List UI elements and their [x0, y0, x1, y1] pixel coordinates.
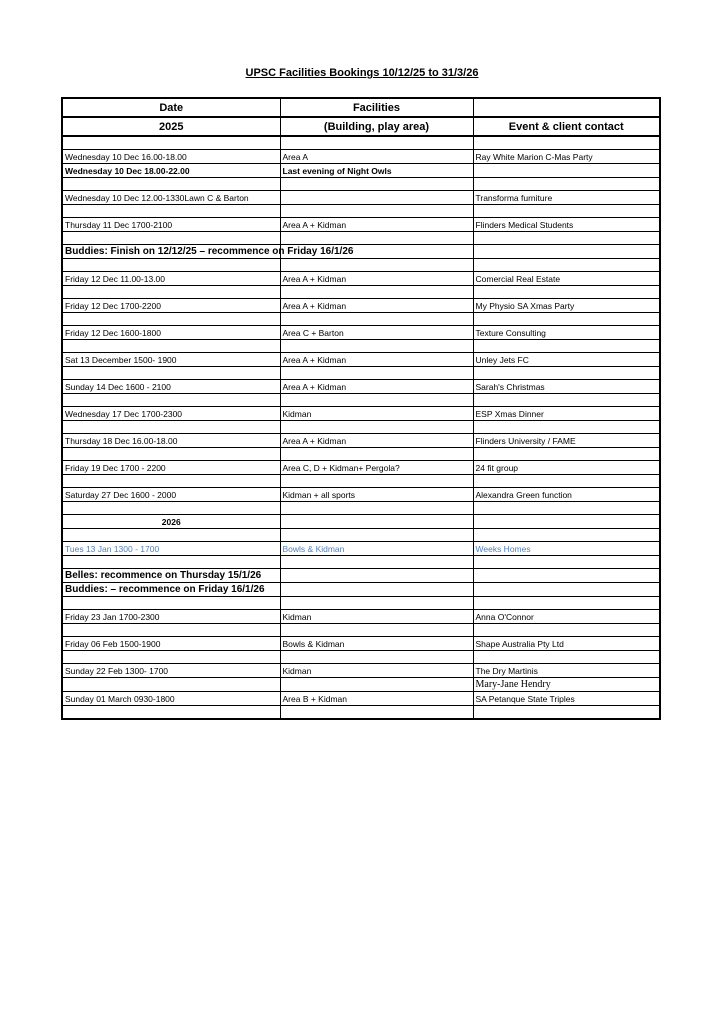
note-row — [62, 583, 660, 597]
event-cell: SA Petanque State Triples — [473, 692, 660, 706]
facilities-cell: Bowls & Kidman — [280, 542, 473, 556]
event-cell — [473, 205, 660, 218]
facilities-cell: Area A + Kidman — [280, 434, 473, 448]
date-cell: Wednesday 10 Dec 18.00-22.00 — [62, 164, 280, 178]
facilities-cell — [280, 421, 473, 434]
event-cell — [473, 624, 660, 637]
facilities-cell: Area A + Kidman — [280, 353, 473, 367]
event-cell — [473, 245, 660, 259]
event-cell — [473, 556, 660, 569]
event-cell: Comercial Real Estate — [473, 272, 660, 286]
event-cell — [473, 313, 660, 326]
event-cell: Transforma furniture — [473, 191, 660, 205]
table-row — [62, 218, 660, 232]
date-cell — [62, 367, 280, 380]
event-cell: 24 fit group — [473, 461, 660, 475]
date-cell: 2026 — [62, 515, 280, 529]
date-cell: Friday 06 Feb 1500-1900 — [62, 637, 280, 651]
event-cell — [473, 421, 660, 434]
spacer-row — [62, 286, 660, 299]
date-cell: Friday 12 Dec 1700-2200 — [62, 299, 280, 313]
table-row — [62, 610, 660, 624]
bookings-table — [61, 97, 661, 720]
date-cell: Tues 13 Jan 1300 - 1700 — [62, 542, 280, 556]
date-cell — [62, 286, 280, 299]
date-cell: Friday 12 Dec 1600-1800 — [62, 326, 280, 340]
event-cell — [473, 502, 660, 515]
event-cell: Ray White Marion C-Mas Party — [473, 150, 660, 164]
date-cell: Saturday 27 Dec 1600 - 2000 — [62, 488, 280, 502]
spacer-row — [62, 340, 660, 353]
facilities-cell — [280, 624, 473, 637]
date-cell: Buddies: Finish on 12/12/25 – recommence on Friday 16/1/26 — [62, 245, 280, 259]
facilities-cell — [280, 367, 473, 380]
spacer-row — [62, 136, 660, 150]
spacer-row — [62, 313, 660, 326]
event-cell: Unley Jets FC — [473, 353, 660, 367]
table-row — [62, 637, 660, 651]
table-row — [62, 542, 660, 556]
facilities-cell — [280, 259, 473, 272]
date-cell — [62, 232, 280, 245]
date-cell: Wednesday 10 Dec 16.00-18.00 — [62, 150, 280, 164]
date-cell — [62, 475, 280, 488]
date-cell — [62, 136, 280, 150]
event-cell: Flinders Medical Students — [473, 218, 660, 232]
facilities-cell — [280, 232, 473, 245]
event-cell — [473, 597, 660, 610]
date-cell: Thursday 18 Dec 16.00-18.00 — [62, 434, 280, 448]
event-cell: My Physio SA Xmas Party — [473, 299, 660, 313]
spacer-row — [62, 448, 660, 461]
table-row — [62, 164, 660, 178]
note-row — [62, 569, 660, 583]
date-cell — [62, 178, 280, 191]
event-cell: Anna O'Connor — [473, 610, 660, 624]
spacer-row — [62, 624, 660, 637]
date-cell: Thursday 11 Dec 1700-2100 — [62, 218, 280, 232]
event-cell — [473, 367, 660, 380]
event-cell — [473, 286, 660, 299]
spacer-row — [62, 706, 660, 720]
facilities-cell — [280, 191, 473, 205]
facilities-cell — [280, 286, 473, 299]
event-cell — [473, 515, 660, 529]
note-row — [62, 245, 660, 259]
facilities-cell: Area A + Kidman — [280, 299, 473, 313]
header-facilities: Facilities — [280, 98, 473, 117]
facilities-cell: Last evening of Night Owls — [280, 164, 473, 178]
facilities-cell — [280, 178, 473, 191]
facilities-cell: Area A — [280, 150, 473, 164]
table-row — [62, 488, 660, 502]
spacer-row — [62, 597, 660, 610]
facilities-cell: Area A + Kidman — [280, 380, 473, 394]
facilities-cell: Kidman — [280, 407, 473, 421]
document-title: UPSC Facilities Bookings 10/12/25 to 31/3/26 — [245, 67, 479, 79]
spacer-row — [62, 556, 660, 569]
facilities-cell — [280, 583, 473, 597]
facilities-cell — [280, 136, 473, 150]
facilities-cell: Area C + Barton — [280, 326, 473, 340]
facilities-cell — [280, 394, 473, 407]
table-row — [62, 191, 660, 205]
facilities-cell — [280, 313, 473, 326]
table-row — [62, 299, 660, 313]
spacer-row — [62, 367, 660, 380]
header-year: 2025 — [62, 117, 280, 136]
spacer-row — [62, 502, 660, 515]
date-cell: Wednesday 17 Dec 1700-2300 — [62, 407, 280, 421]
facilities-cell — [280, 448, 473, 461]
event-cell: Shape Australia Pty Ltd — [473, 637, 660, 651]
table-row — [62, 380, 660, 394]
facilities-cell — [280, 515, 473, 529]
facilities-cell — [280, 529, 473, 542]
facilities-cell: Kidman — [280, 610, 473, 624]
date-cell — [62, 340, 280, 353]
header-facilities-detail: (Building, play area) — [280, 117, 473, 136]
event-cell — [473, 136, 660, 150]
table-row — [62, 434, 660, 448]
facilities-cell — [280, 651, 473, 664]
facilities-cell: Area A + Kidman — [280, 218, 473, 232]
table-row — [62, 326, 660, 340]
date-cell: Wednesday 10 Dec 12.00-1330Lawn C & Barton — [62, 191, 280, 205]
subheader-row — [62, 117, 660, 136]
date-cell: Belles: recommence on Thursday 15/1/26 — [62, 569, 280, 583]
date-cell: Friday 23 Jan 1700-2300 — [62, 610, 280, 624]
table-row — [62, 461, 660, 475]
date-cell — [62, 529, 280, 542]
facilities-cell — [280, 678, 473, 692]
table-row — [62, 678, 660, 692]
date-cell — [62, 624, 280, 637]
year-row — [62, 515, 660, 529]
facilities-cell: Area A + Kidman — [280, 272, 473, 286]
facilities-cell — [280, 556, 473, 569]
event-cell — [473, 340, 660, 353]
table-row — [62, 353, 660, 367]
event-cell: Flinders University / FAME — [473, 434, 660, 448]
facilities-cell — [280, 597, 473, 610]
spacer-row — [62, 651, 660, 664]
facilities-cell: Area C, D + Kidman+ Pergola? — [280, 461, 473, 475]
event-cell — [473, 394, 660, 407]
spacer-row — [62, 421, 660, 434]
header-event-contact: Event & client contact — [473, 117, 660, 136]
event-cell — [473, 583, 660, 597]
event-cell — [473, 529, 660, 542]
event-cell: Sarah's Christmas — [473, 380, 660, 394]
date-cell — [62, 678, 280, 692]
event-cell — [473, 448, 660, 461]
date-cell: Sunday 14 Dec 1600 - 2100 — [62, 380, 280, 394]
spacer-row — [62, 475, 660, 488]
date-cell: Friday 12 Dec 11.00-13.00 — [62, 272, 280, 286]
facilities-cell: Area B + Kidman — [280, 692, 473, 706]
header-date: Date — [62, 98, 280, 117]
event-cell — [473, 259, 660, 272]
date-cell — [62, 597, 280, 610]
event-cell: Weeks Homes — [473, 542, 660, 556]
facilities-cell — [280, 205, 473, 218]
spacer-row — [62, 178, 660, 191]
event-cell — [473, 706, 660, 720]
facilities-cell: Kidman + all sports — [280, 488, 473, 502]
event-cell — [473, 569, 660, 583]
facilities-cell: Kidman — [280, 664, 473, 678]
date-cell — [62, 205, 280, 218]
date-cell: Buddies: – recommence on Friday 16/1/26 — [62, 583, 280, 597]
spacer-row — [62, 259, 660, 272]
table-row — [62, 664, 660, 678]
date-cell: Sunday 01 March 0930-1800 — [62, 692, 280, 706]
facilities-cell — [280, 340, 473, 353]
header-row — [62, 98, 660, 117]
event-cell — [473, 164, 660, 178]
date-cell — [62, 394, 280, 407]
date-cell — [62, 313, 280, 326]
facilities-cell — [280, 706, 473, 720]
facilities-cell — [280, 569, 473, 583]
facilities-cell — [280, 475, 473, 488]
date-cell — [62, 706, 280, 720]
table-row — [62, 272, 660, 286]
spacer-row — [62, 232, 660, 245]
spacer-row — [62, 394, 660, 407]
date-cell: Sunday 22 Feb 1300- 1700 — [62, 664, 280, 678]
event-cell — [473, 232, 660, 245]
facilities-cell — [280, 502, 473, 515]
event-cell — [473, 651, 660, 664]
event-cell: ESP Xmas Dinner — [473, 407, 660, 421]
event-cell — [473, 178, 660, 191]
facilities-cell: Bowls & Kidman — [280, 637, 473, 651]
spacer-row — [62, 205, 660, 218]
date-cell — [62, 421, 280, 434]
table-row — [62, 150, 660, 164]
date-cell — [62, 502, 280, 515]
event-cell: Mary-Jane Hendry — [473, 678, 660, 692]
event-cell: The Dry Martinis — [473, 664, 660, 678]
spacer-row — [62, 529, 660, 542]
date-cell — [62, 259, 280, 272]
date-cell — [62, 556, 280, 569]
event-cell: Texture Consulting — [473, 326, 660, 340]
date-cell: Friday 19 Dec 1700 - 2200 — [62, 461, 280, 475]
table-row — [62, 407, 660, 421]
date-cell: Sat 13 December 1500- 1900 — [62, 353, 280, 367]
date-cell — [62, 651, 280, 664]
event-cell: Alexandra Green function — [473, 488, 660, 502]
event-cell — [473, 475, 660, 488]
date-cell — [62, 448, 280, 461]
table-row — [62, 692, 660, 706]
header-blank — [473, 98, 660, 117]
